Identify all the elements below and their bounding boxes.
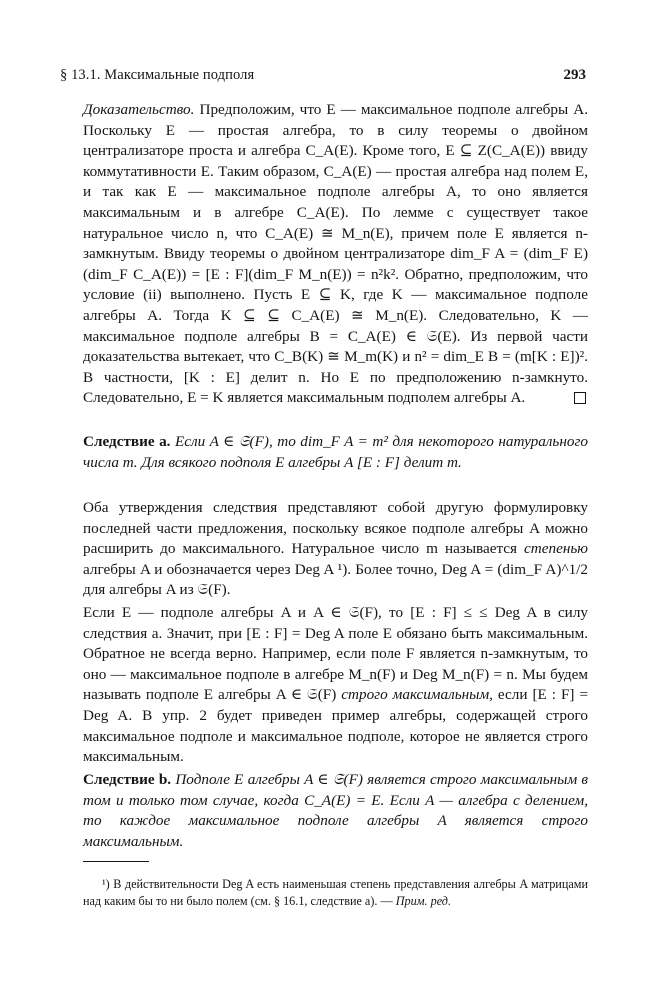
proof-paragraph — [83, 100, 588, 409]
corollary-b-label: Следствие b. — [83, 771, 172, 788]
paragraph-3-block — [83, 603, 588, 768]
proof-block — [83, 100, 588, 409]
page-number: 293 — [563, 67, 586, 83]
paragraph-3-text-2: если [E : F] = Deg A. В упр. 2 будет приведен пример алгебры, содержащей строго максимальное подполе и максимальное подполе, которое не является строго максимальным. — [83, 686, 589, 766]
qed-square-icon — [574, 392, 586, 404]
corollary-a-paragraph — [83, 432, 588, 473]
term-degree: степенью — [524, 540, 588, 558]
paragraph-3 — [83, 603, 588, 768]
corollary-a-label: Следствие a. — [83, 433, 171, 450]
footnote-paragraph — [83, 876, 588, 911]
paragraph-3-text-1: Если E — подполе алгебры A и A ∈ 𝔖(F), то [E : F] ≤ ≤ Deg A в силу следствия a. Значит, при [E : F] = Deg A поле E обязано быть максимальным. Обратное не всегда верно. Например, если поле F является n-замкнутым, то оно — максимальное подполе в алгебре M_n(F) и Deg M_n(F) = n. Мы будем называть подполе E алгебры A ∈ 𝔖(F) — [83, 604, 588, 704]
footnote — [83, 876, 588, 911]
proof-text: Предположим, что E — максимальное подполе алгебры A. Поскольку E — простая алгебра, то в силу теоремы о двойном централизаторе проста и алгебра C_A(E). Кроме того, E ⊆ Z(C_A(E)) ввиду коммутативности E. Таким образом, C_A(E) — простая алгебра над полем E, и так как E — максимальное подполе алгебры A, то оно является максимальным и в алгебре C_A(E). По лемме c существует такое натуральное число n, что C_A(E) ≅ M_n(E), причем поле E является n-замкнутым. Ввиду теоремы о двойном централизаторе dim_F A = (dim_F E)(dim_F C_A(E)) = [E : F](dim_F M_n(E)) = n²k². Обратно, предположим, что условие (ii) выполнено. Пусть E ⊆ K, где K — максимальное подполе алгебры A. Тогда K ⊆ ⊆ C_A(E) ≅ M_n(E). Следовательно, K — максимальное подполе алгебры B = C_A(E) ∈ 𝔖(E). Из первой части доказательства вытекает, что C_B(K) ≅ M_m(K) и n² = dim_E B = (m[K : E])². В частности, [K : E] делит n. Но E по предположению n-замкнуто. Следовательно, E = K является максимальным подполем алгебры A. — [83, 101, 588, 407]
section-title: § 13.1. Максимальные подполя — [60, 67, 255, 83]
paragraph-2-block — [83, 498, 588, 601]
corollary-a-text: Если A ∈ 𝔖(F), то dim_F A = m² для некоторого натурального числа m. Для всякого подполя E алгебры A [E : F] делит m. — [83, 433, 588, 471]
corollary-b-block — [83, 770, 588, 852]
paragraph-2 — [83, 498, 588, 601]
running-head — [60, 63, 586, 87]
corollary-b-paragraph — [83, 770, 588, 852]
footnote-rule — [83, 861, 149, 862]
term-strictly-maximal: строго максимальным, — [341, 686, 493, 704]
editor-note: Прим. ред. — [395, 894, 452, 909]
corollary-a-block — [83, 432, 588, 473]
paragraph-2-text-2: алгебры A и обозначается через Deg A ¹). Более точно, Deg A = (dim_F A)^1/2 для алгебры A из 𝔖(F). — [83, 560, 588, 599]
corollary-b-text: Подполе E алгебры A ∈ 𝔖(F) является строго максимальным в том и только том случае, когда C_A(E) = E. Если A — алгебра с делением, то каждое максимальное подполе алгебры A является строго максимальным. — [83, 771, 588, 850]
paragraph-2-text-1: Оба утверждения следствия представляют собой другую формулировку последней части предложения, поскольку всякое подполе алгебры A можно расширить до максимального. Натуральное число m называется — [83, 499, 588, 558]
footnote-text: ¹) В действительности Deg A есть наименьшая степень представления алгебры A матрицами над каким бы то ни было полем (см. § 16.1, следствие a). — — [83, 877, 588, 909]
proof-label: Доказательство. — [83, 101, 195, 118]
